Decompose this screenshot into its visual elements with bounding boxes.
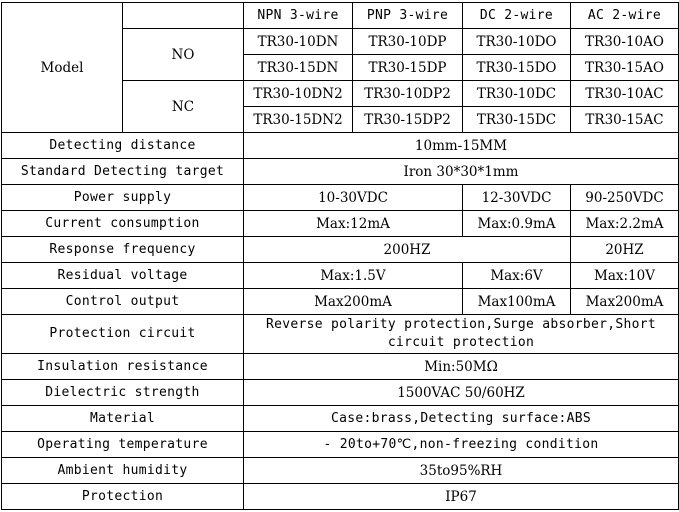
power-supply-label: Power supply bbox=[2, 185, 244, 211]
protection-circuit-label: Protection circuit bbox=[2, 315, 244, 354]
model-cell: TR30-15DP2 bbox=[353, 107, 463, 133]
model-cell: TR30-15DN bbox=[244, 55, 353, 81]
operating-temperature-label: Operating temperature bbox=[2, 432, 244, 458]
power-supply-dc2: 12-30VDC bbox=[463, 185, 571, 211]
material-value: Case:brass,Detecting surface:ABS bbox=[244, 406, 679, 432]
model-label: Model bbox=[2, 3, 123, 133]
model-cell: TR30-10DC bbox=[463, 81, 571, 107]
ambient-humidity-label: Ambient humidity bbox=[2, 458, 244, 484]
standard-target-value: Iron 30*30*1mm bbox=[244, 159, 679, 185]
model-cell: TR30-15DO bbox=[463, 55, 571, 81]
model-cell: TR30-15DP bbox=[353, 55, 463, 81]
blank-header-cell bbox=[123, 3, 244, 29]
column-header-npn: NPN 3-wire bbox=[244, 3, 353, 29]
control-output-ac2: Max200mA bbox=[571, 289, 679, 315]
protection-circuit-value: Reverse polarity protection,Surge absorber,Short circuit protection bbox=[244, 315, 679, 354]
detecting-distance-label: Detecting distance bbox=[2, 133, 244, 159]
control-output-dc2: Max100mA bbox=[463, 289, 571, 315]
model-cell: TR30-10DN bbox=[244, 29, 353, 55]
model-cell: TR30-15DN2 bbox=[244, 107, 353, 133]
ambient-humidity-value: 35to95%RH bbox=[244, 458, 679, 484]
standard-target-label: Standard Detecting target bbox=[2, 159, 244, 185]
residual-voltage-dc2: Max:6V bbox=[463, 263, 571, 289]
response-frequency-label: Response frequency bbox=[2, 237, 244, 263]
insulation-resistance-label: Insulation resistance bbox=[2, 354, 244, 380]
column-header-dc2: DC 2-wire bbox=[463, 3, 571, 29]
column-header-pnp: PNP 3-wire bbox=[353, 3, 463, 29]
response-frequency-dc: 200HZ bbox=[244, 237, 571, 263]
no-label: NO bbox=[123, 29, 244, 81]
residual-voltage-dc3: Max:1.5V bbox=[244, 263, 463, 289]
column-header-ac2: AC 2-wire bbox=[571, 3, 679, 29]
current-consumption-ac2: Max:2.2mA bbox=[571, 211, 679, 237]
control-output-dc3: Max200mA bbox=[244, 289, 463, 315]
power-supply-dc3: 10-30VDC bbox=[244, 185, 463, 211]
current-consumption-label: Current consumption bbox=[2, 211, 244, 237]
spec-table bbox=[1, 2, 679, 510]
power-supply-ac2: 90-250VDC bbox=[571, 185, 679, 211]
control-output-label: Control output bbox=[2, 289, 244, 315]
nc-label: NC bbox=[123, 81, 244, 133]
model-cell: TR30-10DP bbox=[353, 29, 463, 55]
model-cell: TR30-15AC bbox=[571, 107, 679, 133]
protection-value: IP67 bbox=[244, 484, 679, 510]
model-cell: TR30-10AC bbox=[571, 81, 679, 107]
detecting-distance-value: 10mm-15MM bbox=[244, 133, 679, 159]
current-consumption-dc3: Max:12mA bbox=[244, 211, 463, 237]
operating-temperature-value: - 20to+70℃,non-freezing condition bbox=[244, 432, 679, 458]
residual-voltage-label: Residual voltage bbox=[2, 263, 244, 289]
residual-voltage-ac2: Max:10V bbox=[571, 263, 679, 289]
current-consumption-dc2: Max:0.9mA bbox=[463, 211, 571, 237]
response-frequency-ac2: 20HZ bbox=[571, 237, 679, 263]
protection-label: Protection bbox=[2, 484, 244, 510]
model-cell: TR30-10DP2 bbox=[353, 81, 463, 107]
model-cell: TR30-15DC bbox=[463, 107, 571, 133]
model-cell: TR30-15AO bbox=[571, 55, 679, 81]
material-label: Material bbox=[2, 406, 244, 432]
dielectric-strength-value: 1500VAC 50/60HZ bbox=[244, 380, 679, 406]
dielectric-strength-label: Dielectric strength bbox=[2, 380, 244, 406]
model-cell: TR30-10AO bbox=[571, 29, 679, 55]
model-cell: TR30-10DO bbox=[463, 29, 571, 55]
model-cell: TR30-10DN2 bbox=[244, 81, 353, 107]
insulation-resistance-value: Min:50MΩ bbox=[244, 354, 679, 380]
